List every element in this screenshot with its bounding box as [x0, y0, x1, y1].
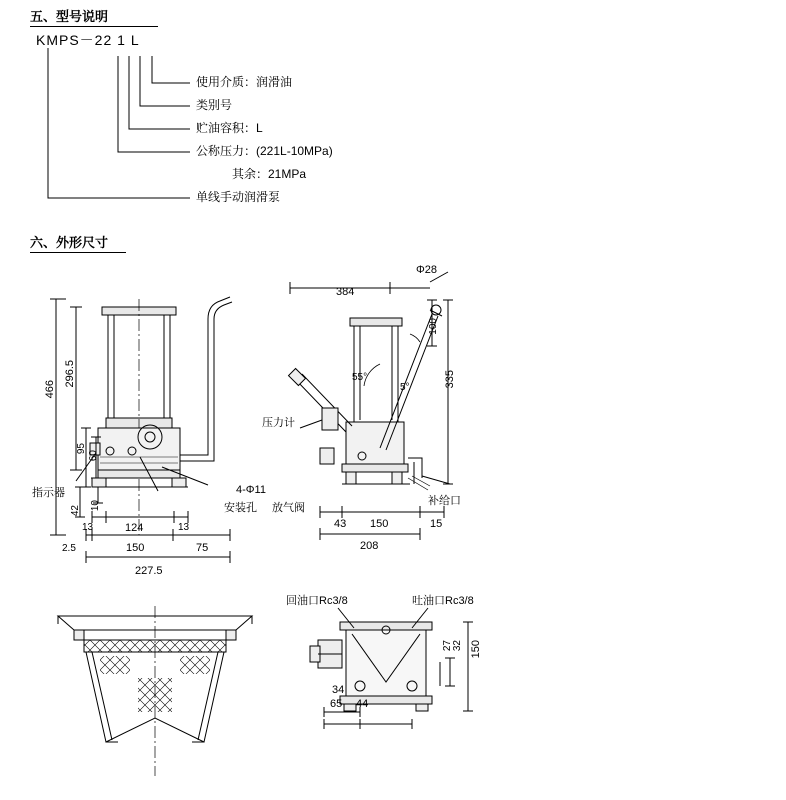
section-model-heading: 五、型号说明: [30, 9, 109, 24]
dim-side-dia28: Φ28: [416, 264, 438, 276]
label-pressure-gauge: 压力计: [262, 417, 295, 429]
label-refill-port: 补给口: [428, 495, 461, 507]
label-mount-hole-dia: 4-Φ11: [236, 484, 266, 496]
dim-front-124: 124: [125, 522, 144, 534]
dim-side-208: 208: [360, 540, 379, 552]
dim-side-angle-5: 5°: [400, 382, 410, 393]
legend-item-medium: 使用介质：润滑油: [196, 75, 293, 89]
dim-front-2-5: 2.5: [62, 543, 76, 554]
dim-side-335: 335: [444, 370, 456, 389]
dim-port-32: 32: [452, 640, 463, 652]
dim-side-angle-55: 55°: [352, 372, 368, 383]
dim-port-65: 65: [330, 698, 343, 710]
dim-front-42: 42: [70, 505, 81, 517]
port-view-drawing: [300, 600, 520, 730]
dim-front-13b: 13: [178, 522, 190, 533]
dim-port-44: 44: [356, 698, 369, 710]
dim-front-227-5: 227.5: [135, 565, 163, 577]
legend-item-pump-type: 单线手动润滑泵: [196, 190, 281, 204]
heading-underline: [30, 26, 158, 27]
tank-section-view: [40, 600, 270, 780]
dim-port-34: 34: [332, 684, 345, 696]
dim-side-100: 100: [428, 318, 439, 335]
legend-item-capacity: 贮油容积：L: [196, 121, 263, 135]
legend-item-category: 类别号: [196, 98, 233, 112]
dim-front-150: 150: [126, 542, 145, 554]
dim-front-95: 95: [76, 443, 87, 455]
label-discharge-port: 吐油口Rc3/8: [412, 595, 474, 607]
front-view-drawing: [40, 285, 280, 575]
label-indicator: 指示器: [32, 487, 65, 499]
model-code-diagram: [30, 30, 450, 210]
heading-underline-2: [30, 252, 126, 253]
model-code-text: KMPS－22 1 L: [36, 32, 140, 48]
label-return-port: 回油口Rc3/8: [286, 595, 348, 607]
dim-front-296-5: 296.5: [64, 360, 76, 388]
dim-side-384: 384: [336, 286, 355, 298]
dim-front-10: 10: [90, 500, 101, 512]
label-air-valve: 放气阀: [272, 502, 305, 514]
dim-port-150: 150: [470, 640, 482, 659]
dim-side-150: 150: [370, 518, 389, 530]
legend-item-pressure-other: 其余：21MPa: [232, 167, 307, 181]
dim-port-27: 27: [442, 640, 453, 652]
side-view-drawing: [280, 262, 510, 562]
label-mount-hole: 安装孔: [224, 502, 257, 514]
dim-front-13a: 13: [82, 522, 94, 533]
dim-front-466: 466: [44, 380, 56, 399]
section-dimension-heading: 六、外形尺寸: [30, 235, 109, 250]
legend-item-pressure: 公称压力：(221L-10MPa): [196, 144, 333, 158]
dim-front-60: 60: [88, 450, 99, 462]
dim-side-15: 15: [430, 518, 443, 530]
dim-front-75: 75: [196, 542, 209, 554]
dim-side-43: 43: [334, 518, 347, 530]
